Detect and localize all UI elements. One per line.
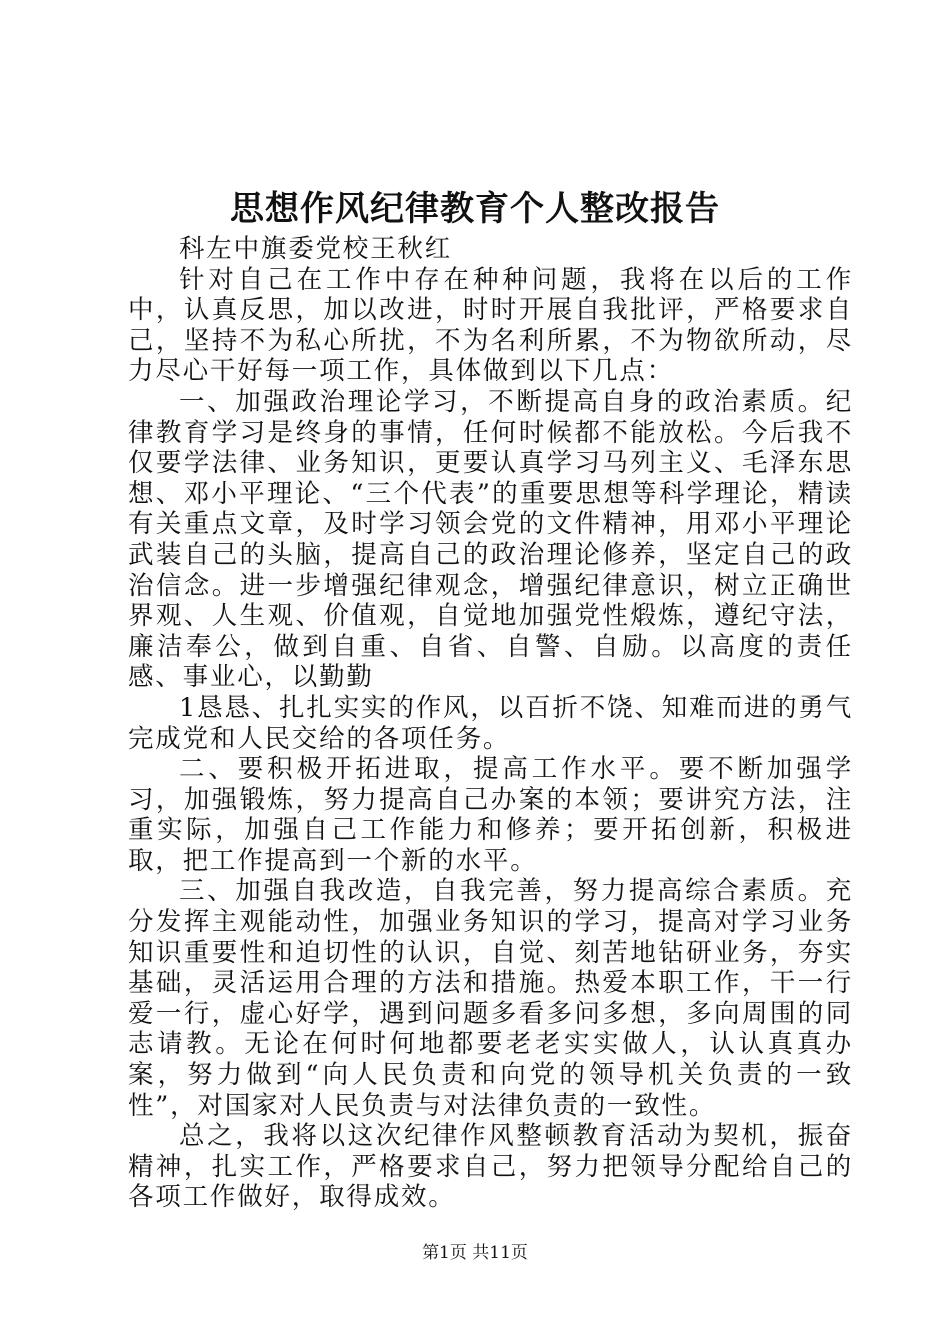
conclusion-paragraph: 总之，我将以这次纪律作风整顿教育活动为契机，振奋精神，扎实工作，严格要求自己，努力把领导分配给自己的各项工作做好，取得成效。 [128, 1121, 853, 1213]
document-title: 思想作风纪律教育个人整改报告 [230, 189, 720, 229]
page-number-footer: 第1页 共11页 [422, 1243, 528, 1263]
intro-paragraph: 针对自己在工作中存在种种问题，我将在以后的工作中，认真反思，加以改进，时时开展自我批评，严格要求自己，坚持不为私心所扰，不为名利所累，不为物欲所动，尽力尽心干好每一项工作，具体做到以下几点： [128, 264, 853, 387]
document-body [128, 234, 853, 1213]
point-three-paragraph: 三、加强自我改造，自我完善，努力提高综合素质。充分发挥主观能动性，加强业务知识的学习，提高对学习业务知识重要性和迫切性的认识，自觉、刻苦地钻研业务，夯实基础，灵活运用合理的方法和措施。热爱本职工作，干一行爱一行，虚心好学，遇到问题多看多问多想，多向周围的同志请教。无论在何时何地都要老老实实做人，认认真真办案，努力做到“向人民负责和向党的领导机关负责的一致性”，对国家对人民负责与对法律负责的一致性。 [128, 876, 853, 1121]
author-line: 科左中旗委党校王秋红 [179, 234, 453, 264]
point-one-continued-paragraph: 1恳恳、扎扎实实的作风，以百折不饶、知难而进的勇气完成党和人民交给的各项任务。 [128, 692, 853, 754]
point-one-paragraph: 一、加强政治理论学习，不断提高自身的政治素质。纪律教育学习是终身的事情，任何时候都不能放松。今后我不仅要学法律、业务知识，更要认真学习马列主义、毛泽东思想、邓小平理论、“三个代表”的重要思想等科学理论，精读有关重点文章，及时学习领会党的文件精神，用邓小平理论武装自己的头脑，提高自己的政治理论修养，坚定自己的政治信念。进一步增强纪律观念，增强纪律意识，树立正确世界观、人生观、价值观，自觉地加强党性煅炼，遵纪守法，廉洁奉公，做到自重、自省、自警、自励。以高度的责任感、事业心，以勤勤 [128, 386, 853, 693]
point-two-paragraph: 二、要积极开拓进取，提高工作水平。要不断加强学习，加强锻炼，努力提高自己办案的本领；要讲究方法，注重实际，加强自己工作能力和修养；要开拓创新，积极进取，把工作提高到一个新的水平。 [128, 754, 853, 876]
